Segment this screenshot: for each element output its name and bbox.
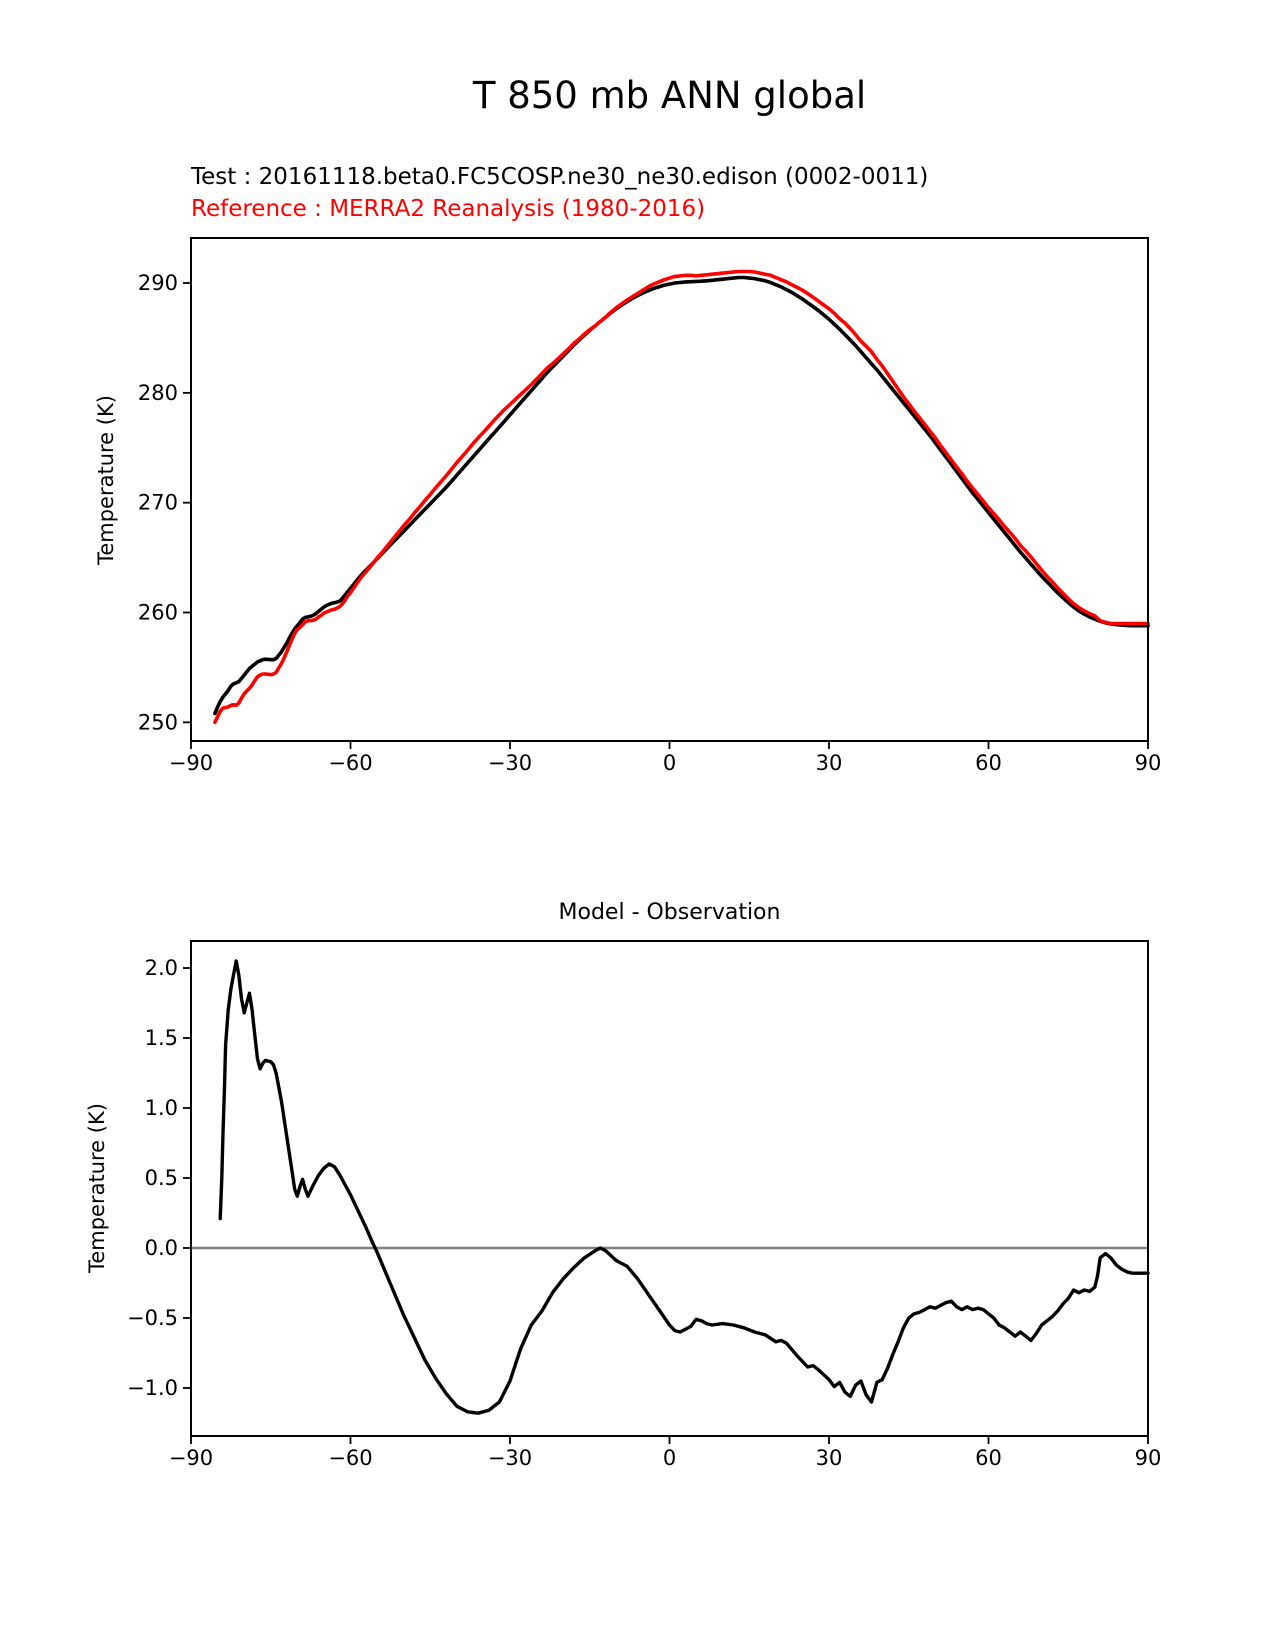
y-tick-label: 1.5 — [144, 1026, 178, 1051]
temperature-chart-frame — [191, 238, 1148, 741]
x-tick-label: 60 — [975, 751, 1002, 775]
x-tick-label: −60 — [328, 1446, 373, 1470]
x-tick-label: −90 — [168, 1446, 214, 1470]
bottom-y-axis-label: Temperature (K) — [85, 1103, 109, 1273]
y-tick-label: 0.5 — [144, 1166, 178, 1191]
y-tick-label: 260 — [137, 600, 178, 625]
x-tick-label: −30 — [487, 751, 533, 775]
y-tick-label: −1.0 — [127, 1375, 178, 1400]
x-tick-label: 90 — [1134, 1446, 1162, 1470]
difference-chart-title: Model - Observation — [558, 900, 781, 925]
x-tick-label: 0 — [662, 751, 677, 775]
y-tick-label: 270 — [137, 490, 178, 515]
y-tick-label: 0.0 — [144, 1235, 178, 1260]
x-tick-label: −60 — [328, 751, 373, 775]
x-tick-label: 0 — [662, 1446, 677, 1470]
y-tick-label: 1.0 — [144, 1096, 178, 1121]
x-tick-label: 90 — [1134, 751, 1162, 775]
y-tick-label: 290 — [137, 271, 178, 296]
reference-run-label: Reference : MERRA2 Reanalysis (1980-2016) — [191, 196, 706, 222]
x-tick-label: −30 — [487, 1446, 533, 1470]
y-tick-label: 250 — [137, 710, 178, 735]
top-y-axis-label: Temperature (K) — [94, 395, 118, 565]
difference-chart-frame — [191, 941, 1148, 1436]
page-title: T 850 mb ANN global — [472, 74, 867, 117]
temperature-chart-series-0 — [215, 278, 1148, 714]
x-tick-label: −90 — [168, 751, 214, 775]
test-run-label: Test : 20161118.beta0.FC5COSP.ne30_ne30.edison (0002-0011) — [191, 164, 929, 190]
x-tick-label: 30 — [815, 1446, 843, 1470]
y-tick-label: 2.0 — [144, 956, 178, 981]
y-tick-label: 280 — [137, 380, 178, 405]
x-tick-label: 30 — [815, 751, 843, 775]
x-tick-label: 60 — [975, 1446, 1002, 1470]
temperature-chart-series-1 — [215, 272, 1148, 723]
y-tick-label: −0.5 — [127, 1305, 178, 1330]
difference-chart-series-0 — [220, 961, 1148, 1413]
